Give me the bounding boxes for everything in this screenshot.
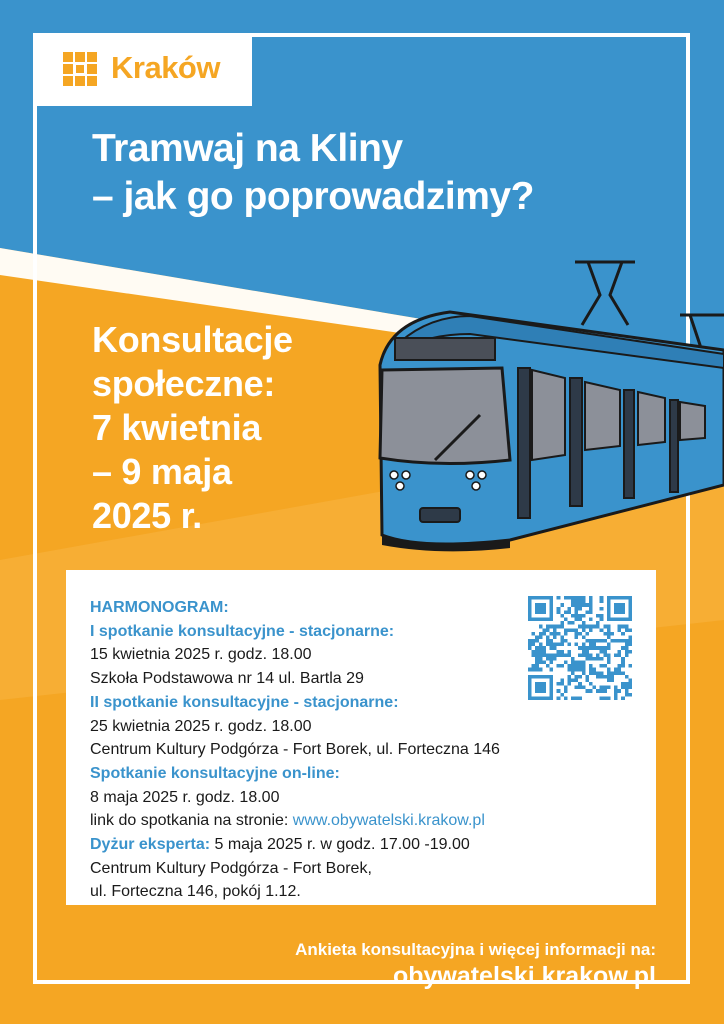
meeting-1-date: 15 kwietnia 2025 r. godz. 18.00 bbox=[90, 646, 312, 664]
qr-code[interactable] bbox=[528, 596, 632, 700]
expert-place-1: Centrum Kultury Podgórza - Fort Borek, bbox=[90, 859, 372, 877]
schedule-text bbox=[90, 596, 500, 904]
footer-info-text: Ankieta konsultacyjna i więcej informacji na: bbox=[295, 940, 656, 959]
consult-line-1: Konsultacje bbox=[92, 319, 293, 360]
meeting-3-link-line bbox=[90, 809, 500, 833]
consult-line-5: 2025 r. bbox=[92, 495, 203, 536]
meeting-2-date: 25 kwietnia 2025 r. godz. 18.00 bbox=[90, 717, 312, 735]
meeting-3-title: Spotkanie konsultacyjne on-line: bbox=[90, 764, 340, 782]
meeting-3-link[interactable]: www.obywatelski.krakow.pl bbox=[292, 812, 485, 830]
tram-illustration bbox=[360, 250, 724, 560]
krakow-logo[interactable] bbox=[36, 36, 252, 106]
consultation-dates bbox=[92, 318, 293, 538]
poster-title bbox=[92, 125, 534, 221]
schedule-heading: HARMONOGRAM: bbox=[90, 599, 229, 616]
meeting-2-place: Centrum Kultury Podgórza - Fort Borek, ul. Forteczna 146 bbox=[90, 741, 500, 759]
consult-line-3: 7 kwietnia bbox=[92, 407, 262, 448]
krakow-logo-icon bbox=[61, 50, 101, 90]
footer-url[interactable]: obywatelski.krakow.pl bbox=[392, 962, 656, 990]
expert-title: Dyżur eksperta: bbox=[90, 836, 211, 854]
meeting-1-place: Szkoła Podstawowa nr 14 ul. Bartla 29 bbox=[90, 670, 364, 688]
logo-text: Kraków bbox=[111, 50, 220, 85]
consult-line-4: – 9 maja bbox=[92, 451, 232, 492]
expert-line bbox=[90, 833, 500, 857]
schedule-box bbox=[66, 570, 656, 905]
consult-line-2: społeczne: bbox=[92, 363, 276, 404]
meeting-1-title: I spotkanie konsultacyjne - stacjonarne: bbox=[90, 622, 395, 640]
expert-date: 5 maja 2025 r. w godz. 17.00 -19.00 bbox=[210, 836, 470, 854]
expert-place-2: ul. Forteczna 146, pokój 1.12. bbox=[90, 883, 301, 901]
meeting-2-title: II spotkanie konsultacyjne - stacjonarne: bbox=[90, 693, 399, 711]
meeting-3-link-prefix: link do spotkania na stronie: bbox=[90, 812, 293, 830]
title-line-2: – jak go poprowadzimy? bbox=[92, 175, 534, 218]
meeting-3-date: 8 maja 2025 r. godz. 18.00 bbox=[90, 788, 280, 806]
title-line-1: Tramwaj na Kliny bbox=[92, 127, 403, 170]
